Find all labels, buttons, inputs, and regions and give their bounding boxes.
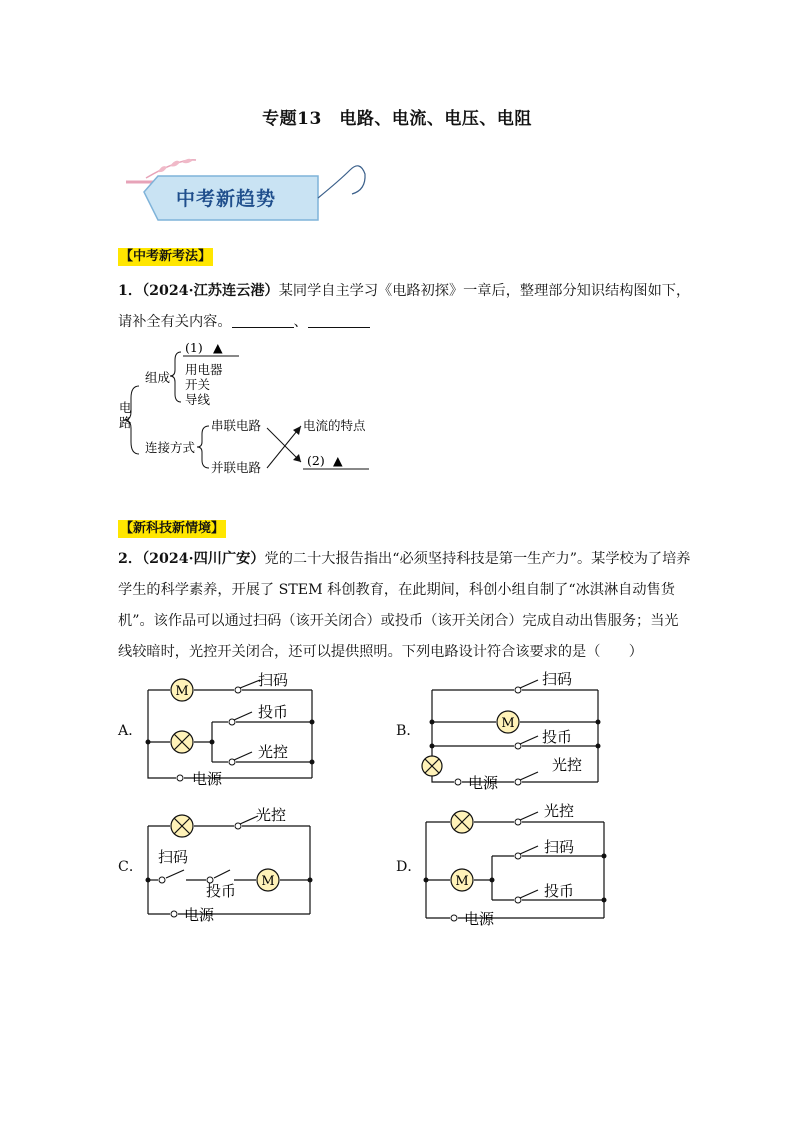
- blank-separator: 、: [293, 314, 308, 330]
- question-2-source: （2024·四川广安）: [142, 551, 265, 567]
- option-d-circuit[interactable]: [418, 800, 610, 926]
- motor-icon: M: [261, 874, 275, 889]
- question-2-text-1: 党的二十大报告指出“必须坚持科技是第一生产力”。某学校为了培养: [264, 551, 691, 567]
- diagram-parallel: 并联电路: [211, 460, 262, 475]
- label-scan: 扫码: [158, 848, 189, 866]
- diagram-blank-1: (1): [185, 340, 203, 355]
- section-banner: [120, 150, 380, 230]
- question-1-source: （2024·江苏连云港）: [142, 283, 279, 299]
- option-b-circuit[interactable]: [418, 670, 608, 794]
- question-1-line-2: [118, 307, 698, 338]
- diagram-root-2: 路: [119, 415, 132, 430]
- option-c-label[interactable]: C．: [118, 859, 144, 875]
- question-1-line-1: [118, 276, 698, 307]
- option-d-label[interactable]: D．: [396, 859, 422, 875]
- diagram-blank-2: (2): [307, 453, 325, 468]
- diagram-item-switch: 开关: [185, 377, 211, 392]
- motor-icon: M: [455, 874, 469, 889]
- diagram-mark-2: ▲: [333, 453, 343, 468]
- label-power: 电源: [192, 770, 223, 788]
- diagram-series: 串联电路: [211, 418, 262, 433]
- question-1-text: 某同学自主学习《电路初探》一章后，整理部分知识结构图如下，: [278, 283, 691, 299]
- question-2-line-2: 学生的科学素养，开展了 STEM 科创教育，在此期间，科创小组自制了“冰淇淋自动售货: [118, 582, 675, 598]
- diagram-compose: 组成: [145, 370, 171, 385]
- question-2: [118, 544, 698, 668]
- label-light: 光控: [544, 802, 575, 820]
- question-1: [118, 276, 698, 338]
- question-1-text-2: 请补全有关内容。: [118, 314, 232, 330]
- label-scan: 扫码: [542, 670, 573, 688]
- label-light: 光控: [258, 743, 289, 761]
- question-2-line-4: 线较暗时，光控开关闭合，还可以提供照明。下列电路设计符合该要求的是（ ）: [118, 644, 643, 660]
- diagram-mark-1: ▲: [213, 340, 223, 355]
- label-coin: 投币: [544, 882, 575, 900]
- diagram-connect: 连接方式: [145, 440, 196, 455]
- question-2-number: 2．: [118, 551, 143, 567]
- diagram-item-appliance: 用电器: [185, 362, 223, 377]
- knowledge-structure-diagram: [115, 336, 385, 478]
- label-scan: 扫码: [258, 671, 289, 689]
- label-coin: 投币: [542, 728, 573, 746]
- answer-blank-2[interactable]: [308, 313, 370, 328]
- option-b-label[interactable]: B．: [396, 723, 421, 739]
- question-1-number: 1．: [118, 283, 143, 299]
- label-power: 电源: [468, 774, 499, 792]
- section-tag-new-tech: 【新科技新情境】: [120, 521, 225, 536]
- label-coin: 投币: [258, 703, 289, 721]
- question-2-line-1: [118, 544, 698, 575]
- diagram-root: 电: [119, 400, 132, 415]
- motor-icon: M: [501, 716, 515, 731]
- banner-text: 中考新趋势: [176, 188, 277, 210]
- label-scan: 扫码: [544, 838, 575, 856]
- option-a-circuit[interactable]: [140, 670, 320, 788]
- option-a-label[interactable]: A．: [118, 723, 143, 739]
- label-power: 电源: [464, 910, 495, 926]
- option-c-circuit[interactable]: [140, 800, 320, 926]
- label-coin: 投币: [206, 882, 237, 900]
- label-power: 电源: [184, 906, 215, 924]
- diagram-item-wire: 导线: [185, 392, 211, 407]
- answer-blank-1[interactable]: [232, 313, 294, 328]
- motor-icon: M: [175, 684, 189, 699]
- page-title: 专题13 电路、电流、电压、电阻: [262, 109, 532, 129]
- label-light: 光控: [256, 806, 287, 824]
- section-tag-new-method: 【中考新考法】: [120, 249, 212, 264]
- diagram-current: 电流的特点: [303, 418, 366, 433]
- label-light: 光控: [552, 756, 583, 774]
- question-2-line-3: 机”。该作品可以通过扫码（该开关闭合）或投币（该开关闭合）完成自动出售服务；当光: [118, 613, 679, 629]
